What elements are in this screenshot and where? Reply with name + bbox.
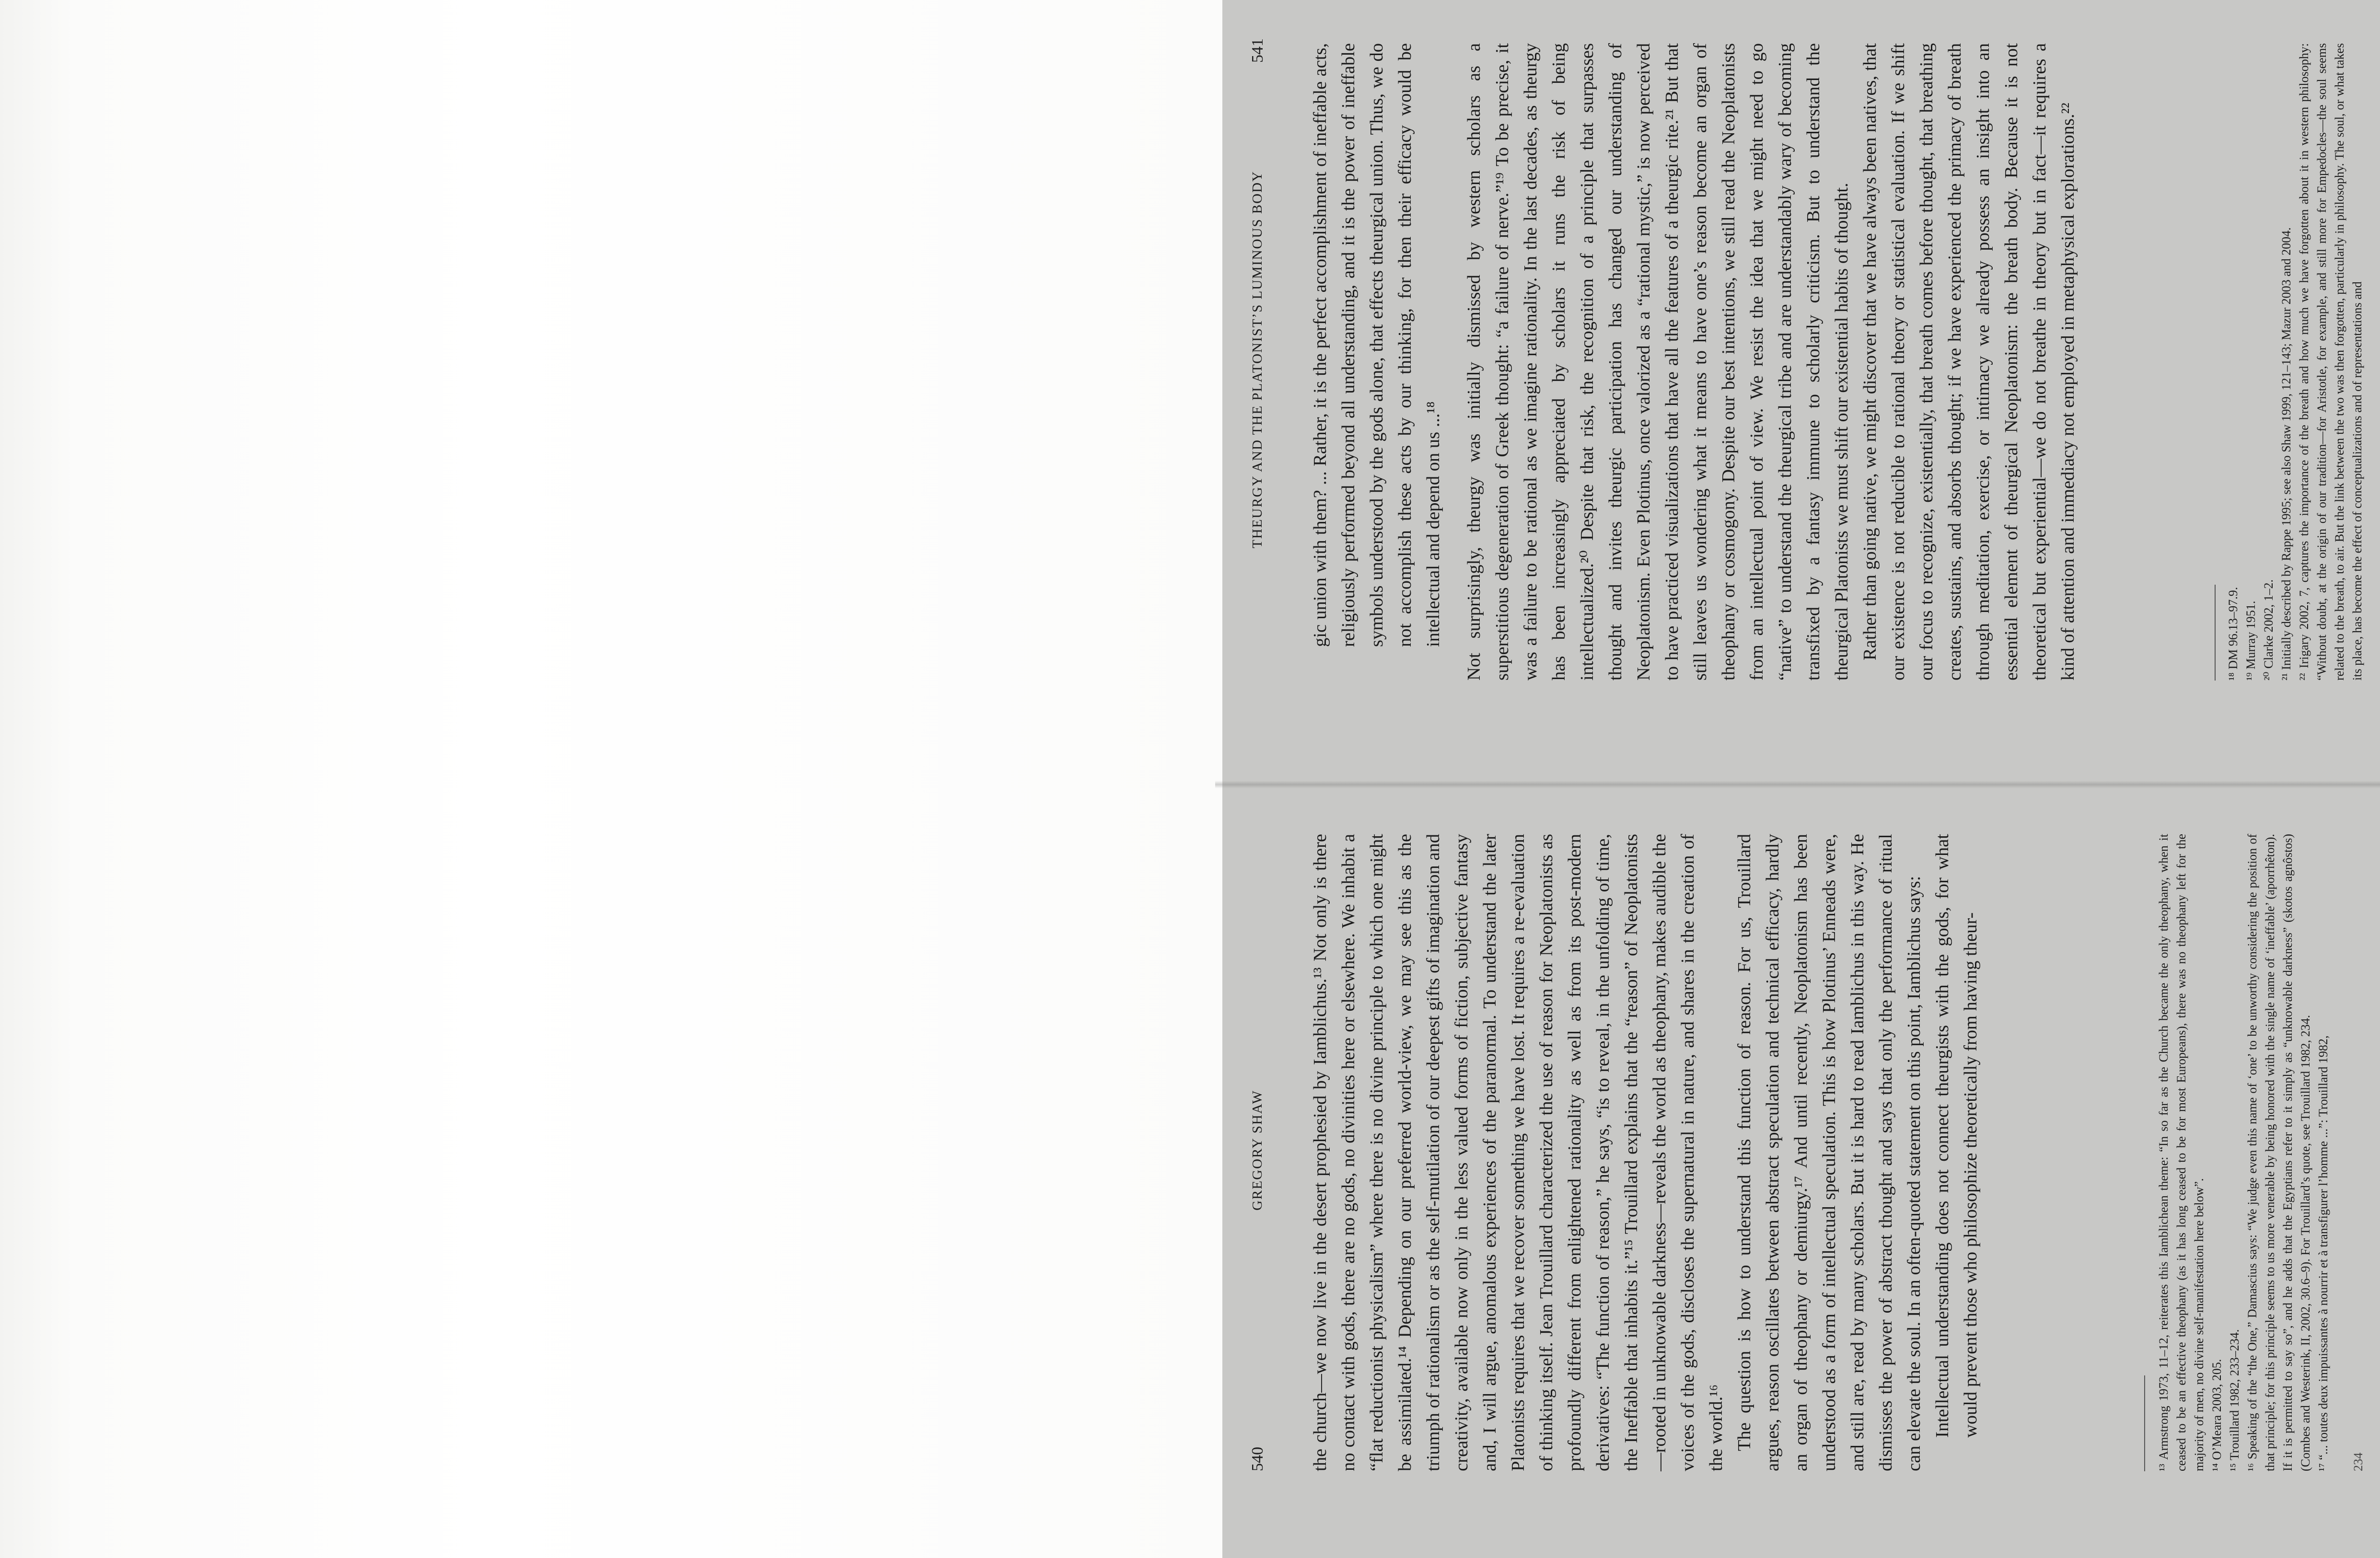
footnote-20: ²⁰ Clarke 2002, 1–2.	[2262, 579, 2276, 681]
right-paragraph-1: Not surprisingly, theurgy was initially dismissed by western scholars as a superstitious degeneration of Greek thought: “a failure of nerve.”¹⁹ To be precise, it was a failure to be rational as we imagine rationality. In the last decades, as theurgy has been increasingly appreciated by scholars it runs the risk of being intellectualized.²⁰ Despite that risk, the recognition of a principle that surpasses thought and invites theurgic participation has changed our understanding of Neoplatonism. Even Plotinus, once valorized as a “rational mystic,” is now perceived to have practiced visualizations that have all the features of a theurgic rite.²¹ But that still leaves us wondering what it means to have one’s reason become an organ of theophany or cosmogony. Despite our best intentions, we still read the Neoplatonists from an intellectual point of view. We resist the idea that we might need to go “native” to understand the theurgical tribe and are understandably wary of becoming transfixed by a fantasy immune to scholarly criticism. But to understand the theurgical Platonists we must shift our existential habits of thought.	[1464, 43, 1852, 681]
footnote-21: ²¹ Initially described by Rappe 1995; see also Shaw 1999, 121–143; Mazur 2003 and 2004.	[2279, 227, 2293, 681]
right-paragraph-2: Rather than going native, we might discover that we have always been natives, that our existence is not reducible to rational theory or statistical evaluation. If we shift our focus to recognize, existentially, that breath comes before thought, that breathing creates, sustains, and absorbs thought; if we have experienced the primacy of breath through meditation, exercise, or intimacy we already possess an insight into an essential element of theurgical Neoplatonism: the breath body. Because it is not theoretical but experiential—we do not breathe in theory but in fact—it requires a kind of attention and immediacy not employed in metaphysical explorations.²²	[1860, 43, 2078, 681]
right-footnotes	[2224, 43, 2366, 681]
left-running-title: GREGORY SHAW	[1250, 1090, 1265, 1211]
left-page	[1215, 819, 2380, 1529]
left-folio: 234	[2351, 1453, 2365, 1471]
book-spread	[1215, 29, 2380, 1529]
right-page	[1215, 29, 2380, 738]
left-block-quote: Intellectual understanding does not connect theurgists with the gods, for what would prevent those who philosophize theoretically from having theur-	[1932, 834, 1981, 1438]
footnote-15: ¹⁵ Trouillard 1982, 233–234.	[2228, 1329, 2241, 1471]
right-block-quote: gic union with them? ... Rather, it is the perfect accomplishment of ineffable acts, religiously performed beyond all understanding, and it is the power of ineffable symbols understood by the gods alone, that effects theurgical union. Thus, we do not accomplish these acts by our thinking, for then their efficacy would be intellectual and depend on us ...¹⁸	[1310, 43, 1443, 647]
footnote-14: ¹⁴ O’Meara 2003, 205.	[2210, 1359, 2224, 1471]
left-paragraph-2: The question is how to understand this function of reason. For us, Trouillard argues, reason oscillates between abstract speculation and technical efficacy, hardly an organ of theophany or demiurgy.¹⁷ And until recently, Neoplatonism has been understood as a form of intellectual speculation. This is how Plotinus’ Enneads were, and still are, read by many scholars. But it is hard to read Iamblichus in this way. He dismisses the power of abstract thought and says that only the performance of ritual can elevate the soul. In an often-quoted statement on this point, Iamblichus says:	[1734, 834, 1924, 1471]
left-paragraph-1: the church—we now live in the desert prophesied by Iamblichus.¹³ Not only is there no contact with gods, there are no gods, no divinities here or elsewhere. We inhabit a “flat reductionist physicalism” where there is no divine principle to which one might be assimilated.¹⁴ Depending on our preferred world-view, we may see this as the triumph of rationalism or as the self-mutilation of our deepest gifts of imagination and creativity, available now only in the less valued forms of fiction, subjective fantasy and, I will argue, anomalous experiences of the paranormal. To understand the later Platonists requires that we recover something we have lost. It requires a re-evaluation of thinking itself. Jean Trouillard characterized the use of reason for Neoplatonists as profoundly different from enlightened rationality as well as from its post-modern derivatives: “The function of reason,” he says, “is to reveal, in the unfolding of time, the Ineffable that inhabits it.”¹⁵ Trouillard explains that the “reason” of Neoplatonists—rooted in unknowable darkness—reveals the world as theophany, makes audible the voices of the gods, discloses the supernatural in nature, and shares in the creation of the world.¹⁶	[1310, 834, 1726, 1471]
footnote-22: ²² Irigary 2002, 7, captures the importance of the breath and how much we have forgotten about it in western philosophy: “Without doubt, at the origin of our tradition—for Aristotle, for example, and still more for Empedocles—the soul seems related to the breath, to air. But the link between the two was then forgotten, particularly in philosophy. The soul, or what takes its place, has become the effect of conceptualizations and of representations and	[2297, 43, 2364, 681]
footnote-16: ¹⁶ Speaking of the “the One,” Damascius says: “We judge even this name of ‘one’ to be unworthy considering the position of that principle; for this principle seems to us more venerable by being honored with the single name of ‘ineffable’ (aporrhêton). If it is permitted to say so”, and he adds that the Egyptians refer to it simply as “unknowable darkness” (skotos agnôstos) (Combes and Westerink, II, 2002, 30.6–9). For Trouillard’s quote, see Trouillard 1982, 234.	[2245, 834, 2312, 1471]
left-running-head	[1249, 829, 1277, 1471]
left-page-number: 540	[1249, 1447, 1266, 1471]
footnote-13: ¹³ Armstrong 1973, 11–12, reiterates this Iamblichean theme: “In so far as the Church became the only theophany, when it ceased to be an effective theophany (as it has long ceased to be for most Europeans), there was no theophany left for the majority of men, no divine self-manifestation here below”.	[2157, 834, 2206, 1471]
right-footnote-rule	[2215, 585, 2216, 681]
left-footnotes	[2155, 834, 2332, 1471]
footnote-18: ¹⁸ DM 96.13–97.9.	[2226, 587, 2240, 681]
right-body-text	[1306, 43, 2082, 681]
footnote-19: ¹⁹ Murray 1951.	[2244, 600, 2258, 681]
right-running-title: THEURGY AND THE PLATONIST’S LUMINOUS BODY	[1250, 171, 1265, 548]
left-body-text	[1306, 834, 1985, 1471]
footnote-17: ¹⁷ “... toutes deux impuissantes à nourrir et à transfigurer l’homme ...”: Trouillard 1982,	[2316, 1035, 2330, 1471]
right-page-number: 541	[1249, 38, 1266, 63]
right-running-head	[1249, 38, 1277, 681]
book-gutter	[1215, 781, 2380, 788]
left-footnote-rule	[2144, 1375, 2145, 1471]
